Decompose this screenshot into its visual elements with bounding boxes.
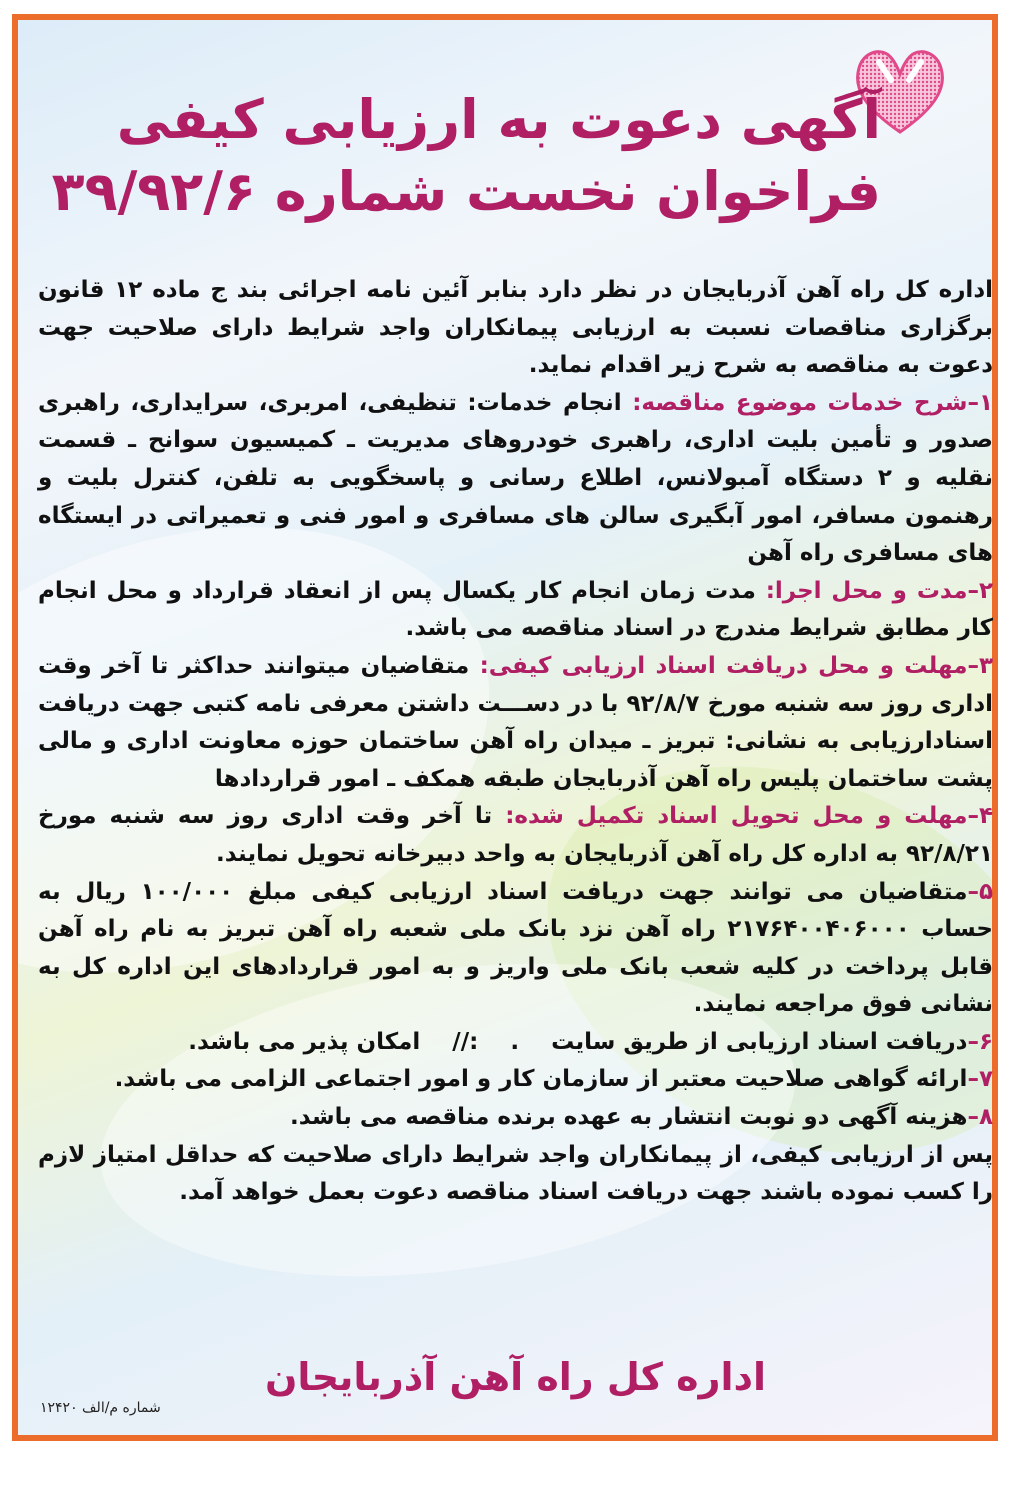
item-heading: مهلت و محل تحویل اسناد تکمیل شده: (505, 803, 968, 830)
item-text: تا آخر وقت اداری روز سه شنبه مورخ ۹۲/۸/۲۱ به اداره کل راه آهن آذربایجان به واحد دبیرخانه تحویل نمایند. (38, 803, 993, 867)
item-8 (38, 1099, 993, 1137)
item-text: مدت زمان انجام کار یکسال پس از انعقاد قرارداد و محل انجام کار مطابق شرایط مندرج در اسناد مناقصه می باشد. (38, 577, 993, 642)
item-number: ۲– (967, 577, 993, 604)
call-number-title: فراخوان نخست شماره ۳۹/۹۲/۶ (51, 160, 881, 223)
item-text: انجام خدمات: تنظیفی، امربری، سرایداری، راهبری صدور و تأمین بلیت اداری، راهبری خودروهای مدیریت ـ کمیسیون سوانح ـ قسمت نقلیه و ۲ دستگاه آمبولانس، اطلاع رسانی و پاسخگویی به تلفن، کنترل بلیت و رهنمون مسافر، امور آبگیری سالن های مسافری و امور فنی و تعمیراتی در ایستگاه های مسافری راه آهن (38, 389, 993, 567)
item-number: ۷– (967, 1066, 993, 1093)
item-text: متقاضیان می توانند جهت دریافت اسناد ارزیابی کیفی مبلغ ۱۰۰/۰۰۰ ریال به حساب ۲۱۷۶۴۰۰۴۰۶۰۰۰ راه آهن نزد بانک ملی شعبه راه آهن تبریز به نام راه آهن قابل پرداخت در کلیه شعب بانک ملی واریز و به امور قراردادهای این اداره کل به نشانی فوق مراجعه نمایند. (38, 878, 993, 1018)
item-6 (38, 1024, 993, 1062)
closing-paragraph: پس از ارزیابی کیفی، از پیمانکاران واجد شرایط دارای صلاحیت که حداقل امتیاز لازم را کسب نموده باشند جهت دریافت اسناد مناقصه دعوت بعمل خواهد آمد. (38, 1141, 993, 1206)
item-4 (38, 798, 993, 873)
item-text: دریافت اسناد ارزیابی از طریق سایت . :// امکان پذیر می باشد. (188, 1028, 968, 1055)
intro-paragraph: اداره کل راه آهن آذربایجان در نظر دارد بنابر آئین نامه اجرائی بند ج ماده ۱۲ قانون برگزاری مناقصات نسبت به ارزیابی پیمانکاران واجد شرایط دارای صلاحیت جهت دعوت به مناقصه به شرح زیر اقدام نماید. (38, 277, 994, 379)
item-text: ارائه گواهی صلاحیت معتبر از سازمان کار و امور اجتماعی الزامی می باشد. (114, 1066, 968, 1093)
notice-body (38, 272, 993, 1212)
signature: اداره کل راه آهن آذربایجان (265, 1355, 766, 1399)
item-number: ۱– (967, 389, 993, 416)
item-5 (38, 874, 993, 1024)
item-number: ۳– (967, 652, 993, 679)
item-7 (38, 1061, 993, 1099)
item-heading: شرح خدمات موضوع مناقصه: (632, 389, 968, 416)
item-heading: مهلت و محل دریافت اسناد ارزیابی کیفی: (479, 652, 968, 679)
item-3 (38, 648, 993, 798)
reference-number: شماره م/الف ۱۲۴۲۰ (40, 1400, 161, 1416)
page-title: آگهی دعوت به ارزیابی کیفی (116, 88, 881, 151)
item-number: ۴– (967, 803, 994, 830)
item-heading: مدت و محل اجرا: (765, 577, 968, 604)
item-number: ۶– (967, 1028, 993, 1055)
item-2 (38, 573, 993, 648)
item-number: ۵– (967, 878, 993, 905)
item-number: ۸– (967, 1104, 993, 1131)
item-1 (38, 385, 993, 573)
item-text: هزینه آگهی دو نوبت انتشار به عهده برنده مناقصه می باشد. (289, 1104, 968, 1131)
item-text: متقاضیان میتوانند حداکثر تا آخر وقت اداری روز سه شنبه مورخ ۹۲/۸/۷ با در دســـت داشتن معرفی نامه کتبی جهت دریافت اسنادارزیابی به نشانی: تبریز ـ میدان راه آهن ساختمان حوزه معاونت اداری و مالی پشت ساختمان پلیس راه آهن آذربایجان طبقه همکف ـ امور قراردادها (38, 652, 994, 792)
